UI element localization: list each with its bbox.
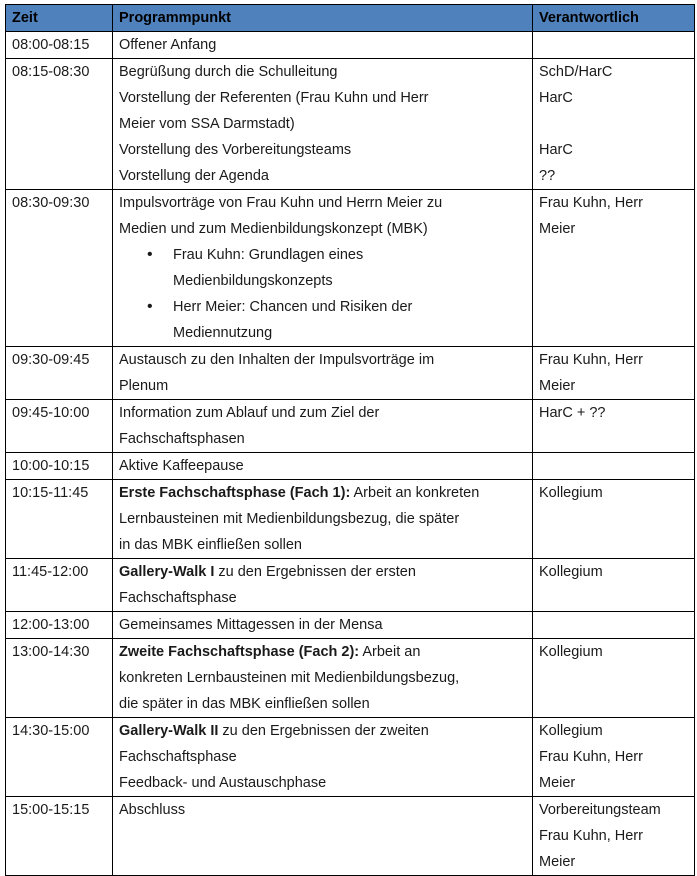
responsible-cell: Vorbereitungsteam Frau Kuhn, Herr Meier: [533, 797, 695, 876]
table-row: [6, 32, 695, 59]
responsible-cell: Frau Kuhn, Herr Meier: [533, 190, 695, 347]
table-row: [6, 639, 695, 718]
time-cell: 09:45-10:00: [6, 400, 113, 453]
responsible-cell: Frau Kuhn, Herr Meier: [533, 347, 695, 400]
time-cell: 10:15-11:45: [6, 480, 113, 559]
time-cell: 11:45-12:00: [6, 559, 113, 612]
program-cell: Zweite Fachschaftsphase (Fach 2): Arbeit an konkreten Lernbausteinen mit Medienbildungsbezug, die später in das MBK einfließen sollen: [113, 639, 533, 718]
program-cell: Erste Fachschaftsphase (Fach 1): Arbeit an konkreten Lernbausteinen mit Medienbildungsbezug, die später in das MBK einfließen sollen: [113, 480, 533, 559]
responsible-cell: SchD/HarC HarC HarC ??: [533, 59, 695, 190]
responsible-cell: Kollegium: [533, 639, 695, 718]
responsible-cell: Kollegium Frau Kuhn, Herr Meier: [533, 718, 695, 797]
program-cell: Gallery-Walk I zu den Ergebnissen der ersten Fachschaftsphase: [113, 559, 533, 612]
header-program: Programmpunkt: [113, 5, 533, 32]
responsible-cell: Kollegium: [533, 559, 695, 612]
time-cell: 15:00-15:15: [6, 797, 113, 876]
table-row: [6, 400, 695, 453]
table-row: [6, 453, 695, 480]
responsible-cell: Kollegium: [533, 480, 695, 559]
table-row: [6, 347, 695, 400]
time-cell: 09:30-09:45: [6, 347, 113, 400]
header-time: Zeit: [6, 5, 113, 32]
time-cell: 14:30-15:00: [6, 718, 113, 797]
time-cell: 13:00-14:30: [6, 639, 113, 718]
time-cell: 12:00-13:00: [6, 612, 113, 639]
bullet-item: • Frau Kuhn: Grundlagen eines: [119, 242, 526, 268]
program-cell: Abschluss: [113, 797, 533, 876]
responsible-cell: HarC + ??: [533, 400, 695, 453]
program-cell: Aktive Kaffeepause: [113, 453, 533, 480]
time-cell: 08:30-09:30: [6, 190, 113, 347]
table-row: [6, 59, 695, 190]
table-row: [6, 718, 695, 797]
time-cell: 08:00-08:15: [6, 32, 113, 59]
program-cell: Gallery-Walk II zu den Ergebnissen der zweiten Fachschaftsphase Feedback- und Austauschphase: [113, 718, 533, 797]
bullet-item: • Herr Meier: Chancen und Risiken der: [119, 294, 526, 320]
program-cell: Information zum Ablauf und zum Ziel der Fachschaftsphasen: [113, 400, 533, 453]
responsible-cell: [533, 612, 695, 639]
time-cell: 08:15-08:30: [6, 59, 113, 190]
table-row: [6, 190, 695, 347]
program-cell: Offener Anfang: [113, 32, 533, 59]
table-row: [6, 559, 695, 612]
header-row: [6, 5, 695, 32]
program-cell: Austausch zu den Inhalten der Impulsvorträge im Plenum: [113, 347, 533, 400]
table-row: [6, 480, 695, 559]
table-row: [6, 612, 695, 639]
program-cell: Impulsvorträge von Frau Kuhn und Herrn Meier zu Medien und zum Medienbildungskonzept (MBK) • Frau Kuhn: Grundlagen eines Medienbildungskonzepts • Herr Meier: Chancen und Risiken der Mediennutzung: [113, 190, 533, 347]
program-cell: Begrüßung durch die Schulleitung Vorstellung der Referenten (Frau Kuhn und Herr Meier vom SSA Darmstadt) Vorstellung des Vorbereitungsteams Vorstellung der Agenda: [113, 59, 533, 190]
header-responsible: Verantwortlich: [533, 5, 695, 32]
responsible-cell: [533, 453, 695, 480]
responsible-cell: [533, 32, 695, 59]
program-cell: Gemeinsames Mittagessen in der Mensa: [113, 612, 533, 639]
agenda-table: [5, 4, 695, 876]
time-cell: 10:00-10:15: [6, 453, 113, 480]
